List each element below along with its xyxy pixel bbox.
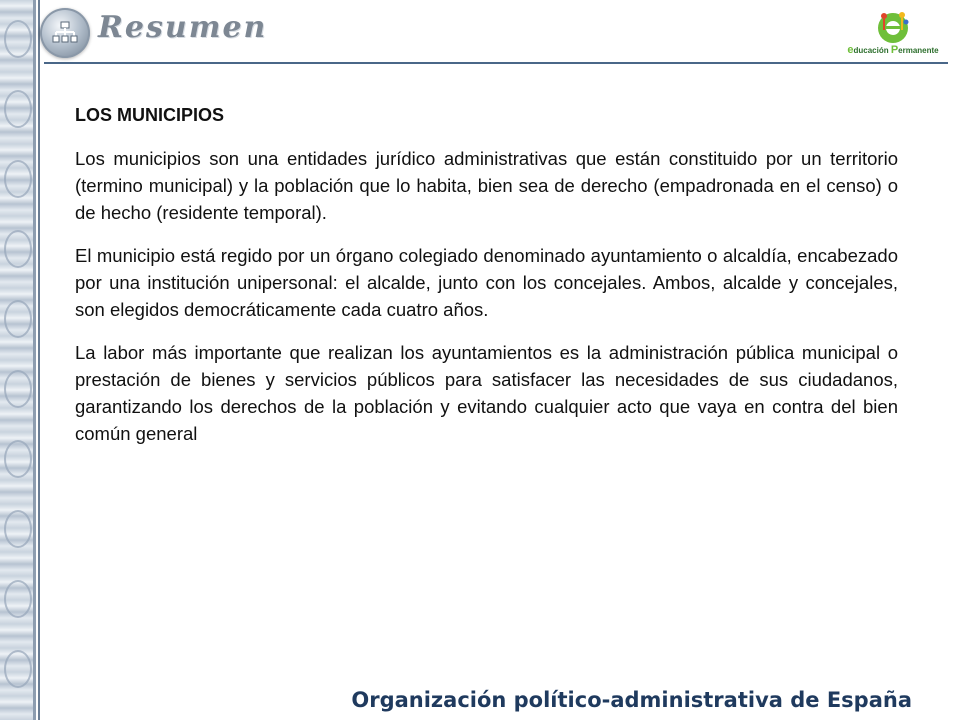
- paragraph: La labor más importante que realizan los ayuntamientos es la administración pública municipal o prestación de bienes y servicios públicos para satisfacer las necesidades de sus ciudadanos, garantizando los derechos de la población y evitando cualquier acto que vaya en contra del bien común general: [75, 342, 898, 444]
- strip-ornament: [4, 580, 32, 618]
- paragraph: Los municipios son una entidades jurídico administrativas que están constituido por un territorio (termino municipal) y la población que lo habita, bien sea de derecho (empadronada en el censo) o de hecho (residente temporal).: [75, 148, 898, 223]
- side-border-line: [38, 0, 40, 720]
- header-divider: [44, 62, 948, 64]
- footer-title: Organización político-administrativa de España: [351, 688, 912, 712]
- strip-ornament: [4, 650, 32, 688]
- decorative-side-strip: [0, 0, 34, 720]
- strip-ornament: [4, 90, 32, 128]
- main-content: [75, 102, 898, 463]
- strip-ornament: [4, 160, 32, 198]
- strip-ornament: [4, 230, 32, 268]
- strip-ornament: [4, 370, 32, 408]
- brand-name: educación Permanente: [847, 44, 939, 56]
- header-title: Resumen: [98, 10, 268, 45]
- section-title: LOS MUNICIPIOS: [75, 105, 225, 125]
- strip-ornament: [4, 20, 32, 58]
- sitemap-icon: [40, 8, 90, 58]
- paragraph: El municipio está regido por un órgano colegiado denominado ayuntamiento o alcaldía, encabezado por una institución unipersonal: el alcalde, junto con los concejales. Ambos, alcalde y concejales, son elegidos democráticamente cada cuatro años.: [75, 245, 898, 320]
- strip-ornament: [4, 300, 32, 338]
- strip-ornament: [4, 510, 32, 548]
- strip-ornament: [4, 440, 32, 478]
